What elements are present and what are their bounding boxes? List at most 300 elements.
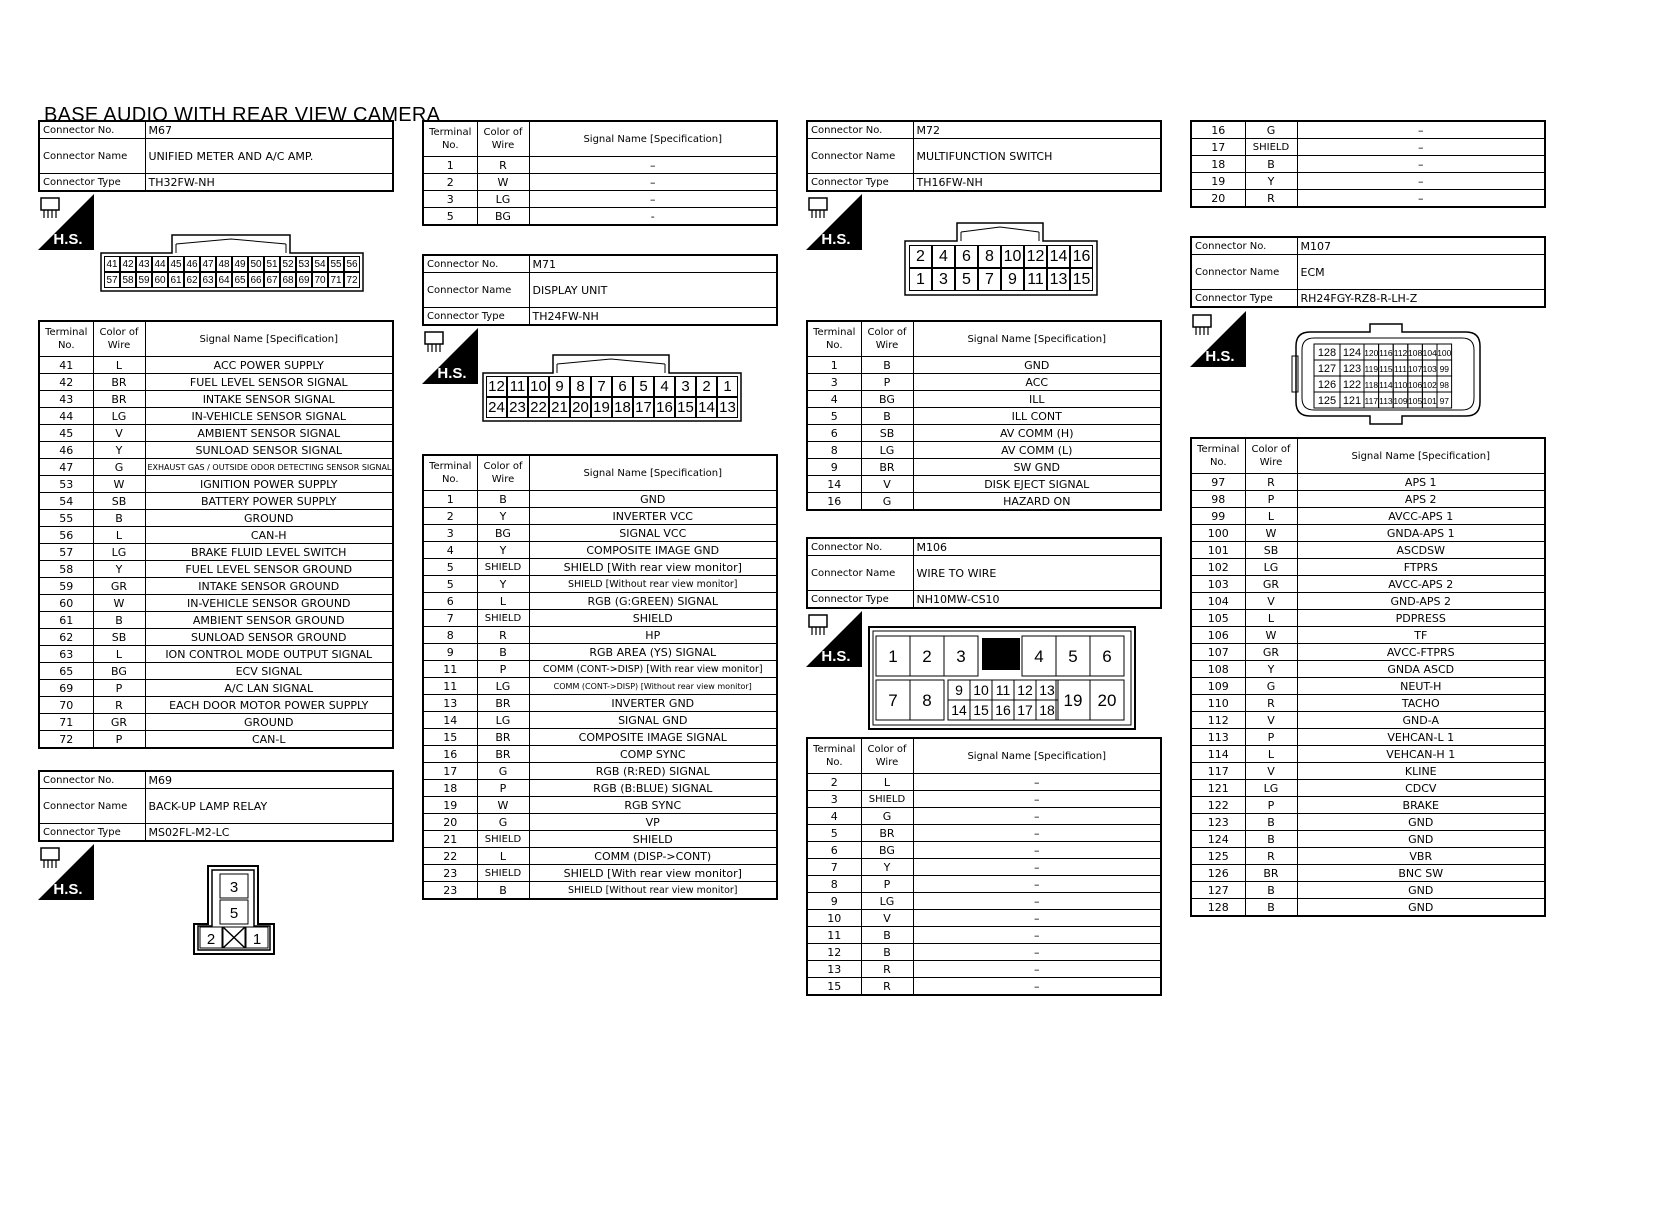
connector-name: MULTIFUNCTION SWITCH xyxy=(913,139,1161,174)
terminal-no: 99 xyxy=(1191,508,1245,525)
wire-color: R xyxy=(861,961,913,978)
terminal-no-header: Terminal No. xyxy=(39,321,93,357)
table-row xyxy=(39,629,393,646)
signal-name: – xyxy=(913,944,1161,961)
pin: 51 xyxy=(264,256,280,272)
pin: 128 xyxy=(1317,347,1337,359)
wire-color: Y xyxy=(477,576,529,593)
terminal-no: 101 xyxy=(1191,542,1245,559)
table-row xyxy=(1191,627,1545,644)
signal-name: – xyxy=(529,174,777,191)
pin: 127 xyxy=(1317,363,1337,375)
pin: 112 xyxy=(1393,348,1408,358)
terminal-no: 11 xyxy=(807,927,861,944)
connector-name-label: Connector Name xyxy=(807,139,913,174)
table-row xyxy=(1191,121,1545,139)
wire-color: Y xyxy=(861,859,913,876)
pin: 45 xyxy=(168,256,184,272)
wire-color: R xyxy=(477,157,529,174)
wire-color: SHIELD xyxy=(477,865,529,882)
connector-type: TH24FW-NH xyxy=(529,308,777,326)
terminal-no: 98 xyxy=(1191,491,1245,508)
pin: 65 xyxy=(232,272,248,288)
connector-no: M106 xyxy=(913,538,1161,556)
pin: 117 xyxy=(1364,396,1379,406)
pin: 11 xyxy=(1024,268,1047,291)
terminal-no: 107 xyxy=(1191,644,1245,661)
wire-color: W xyxy=(1245,627,1297,644)
terminal-no: 53 xyxy=(39,476,93,493)
table-row xyxy=(807,476,1161,493)
table-row xyxy=(1191,746,1545,763)
terminal-no: 117 xyxy=(1191,763,1245,780)
pin: 5 xyxy=(633,376,654,397)
signal-header: Signal Name [Specification] xyxy=(913,738,1161,774)
terminal-no: 8 xyxy=(807,442,861,459)
pin: 121 xyxy=(1342,395,1362,407)
connector-info-m69 xyxy=(38,770,394,842)
wire-color: GR xyxy=(1245,576,1297,593)
pin: 60 xyxy=(152,272,168,288)
pin: 16 xyxy=(995,702,1011,719)
pin: 68 xyxy=(280,272,296,288)
table-row xyxy=(423,576,777,593)
wire-color: P xyxy=(861,876,913,893)
connector-name: DISPLAY UNIT xyxy=(529,273,777,308)
terminal-no: 102 xyxy=(1191,559,1245,576)
terminal-no: 8 xyxy=(807,876,861,893)
pin: 2 xyxy=(922,647,932,667)
signal-name: AVCC-APS 1 xyxy=(1297,508,1545,525)
table-row xyxy=(423,610,777,627)
color-header: Color of Wire xyxy=(477,455,529,491)
wire-color: BR xyxy=(861,459,913,476)
pin: 8 xyxy=(570,376,591,397)
pin: 114 xyxy=(1379,380,1393,390)
pin: 100 xyxy=(1437,348,1452,358)
connector-no-label: Connector No. xyxy=(39,771,145,789)
wire-color: R xyxy=(1245,695,1297,712)
svg-text:H.S.: H.S. xyxy=(821,231,851,248)
terminal-no: 6 xyxy=(807,425,861,442)
connector-m106-face xyxy=(868,626,1136,730)
table-row xyxy=(423,695,777,712)
signal-name: SHIELD xyxy=(529,831,777,848)
pin: 3 xyxy=(229,879,239,896)
pin: 12 xyxy=(1017,682,1033,699)
signal-header: Signal Name [Specification] xyxy=(1297,438,1545,474)
wire-color: SHIELD xyxy=(477,559,529,576)
wire-color: P xyxy=(477,661,529,678)
pin: 55 xyxy=(328,256,344,272)
wire-color: V xyxy=(861,910,913,927)
signal-name: – xyxy=(529,157,777,174)
wire-color: V xyxy=(1245,593,1297,610)
table-row xyxy=(807,493,1161,511)
wire-color: BG xyxy=(93,663,145,680)
terminal-no: 22 xyxy=(423,848,477,865)
pin: 18 xyxy=(612,397,633,418)
terminal-no: 69 xyxy=(39,680,93,697)
table-row xyxy=(1191,695,1545,712)
signal-header: Signal Name [Specification] xyxy=(529,121,777,157)
pin: 8 xyxy=(978,245,1001,268)
terminal-no: 47 xyxy=(39,459,93,476)
terminal-no: 7 xyxy=(807,859,861,876)
signal-name: ACC POWER SUPPLY xyxy=(145,357,393,374)
terminal-no: 54 xyxy=(39,493,93,510)
signal-name: AMBIENT SENSOR SIGNAL xyxy=(145,425,393,442)
wire-color: B xyxy=(861,408,913,425)
pin: 120 xyxy=(1364,348,1379,358)
wire-color: LG xyxy=(861,442,913,459)
signal-name: HAZARD ON xyxy=(913,493,1161,511)
table-row xyxy=(1191,525,1545,542)
wire-color: V xyxy=(1245,763,1297,780)
wire-color: L xyxy=(861,774,913,791)
terminal-no: 122 xyxy=(1191,797,1245,814)
wire-color: W xyxy=(477,174,529,191)
signal-name: INTAKE SENSOR SIGNAL xyxy=(145,391,393,408)
table-row xyxy=(423,508,777,525)
terminal-no: 2 xyxy=(423,508,477,525)
table-row xyxy=(807,876,1161,893)
signal-name: TF xyxy=(1297,627,1545,644)
terminal-no: 42 xyxy=(39,374,93,391)
connector-no: M107 xyxy=(1297,237,1545,255)
connector-no: M72 xyxy=(913,121,1161,139)
color-header: Color of Wire xyxy=(861,321,913,357)
table-row xyxy=(1191,865,1545,882)
wire-color: G xyxy=(477,763,529,780)
terminal-no: 45 xyxy=(39,425,93,442)
connector-m107-face xyxy=(1290,322,1484,426)
signal-name: GND-APS 2 xyxy=(1297,593,1545,610)
pin: 123 xyxy=(1342,363,1362,375)
wire-color: B xyxy=(93,612,145,629)
signal-name: – xyxy=(913,774,1161,791)
signal-name: – xyxy=(913,927,1161,944)
pin: 61 xyxy=(168,272,184,288)
signal-name: BATTERY POWER SUPPLY xyxy=(145,493,393,510)
pin: 14 xyxy=(1047,245,1070,268)
connector-no: M67 xyxy=(145,121,393,139)
terminal-no: 60 xyxy=(39,595,93,612)
signal-name: – xyxy=(913,859,1161,876)
wire-color: BR xyxy=(93,374,145,391)
pin: 7 xyxy=(591,376,612,397)
wire-color: L xyxy=(93,646,145,663)
pin: 66 xyxy=(248,272,264,288)
pin: 110 xyxy=(1393,380,1408,390)
terminal-no: 5 xyxy=(423,559,477,576)
pin: 103 xyxy=(1422,364,1437,374)
terminal-no: 6 xyxy=(807,842,861,859)
terminal-no: 65 xyxy=(39,663,93,680)
pin: 50 xyxy=(248,256,264,272)
table-row xyxy=(807,961,1161,978)
signal-name: ASCDSW xyxy=(1297,542,1545,559)
pin: 122 xyxy=(1342,379,1362,391)
table-row xyxy=(39,544,393,561)
harness-side-icon xyxy=(38,844,94,900)
pin: 10 xyxy=(973,682,989,699)
wire-color: G xyxy=(861,493,913,511)
wire-color: B xyxy=(1245,814,1297,831)
pin: 16 xyxy=(654,397,675,418)
terminal-no: 14 xyxy=(807,476,861,493)
wire-color: W xyxy=(1245,525,1297,542)
connector-name: BACK-UP LAMP RELAY xyxy=(145,789,393,824)
terminal-no: 63 xyxy=(39,646,93,663)
color-header: Color of Wire xyxy=(477,121,529,157)
connector-no-label: Connector No. xyxy=(423,255,529,273)
terminal-no: 126 xyxy=(1191,865,1245,882)
svg-text:H.S.: H.S. xyxy=(437,365,467,382)
signal-name: COMM (DISP->CONT) xyxy=(529,848,777,865)
signal-name: GND xyxy=(529,491,777,508)
pin: 9 xyxy=(549,376,570,397)
terminal-no: 1 xyxy=(423,491,477,508)
table-row xyxy=(807,425,1161,442)
terminal-no: 108 xyxy=(1191,661,1245,678)
table-row xyxy=(423,831,777,848)
page-title: BASE AUDIO WITH REAR VIEW CAMERA xyxy=(44,104,441,126)
wire-color: B xyxy=(1245,882,1297,899)
connector-type-label: Connector Type xyxy=(423,308,529,326)
pin: 23 xyxy=(507,397,528,418)
table-row xyxy=(1191,899,1545,917)
signal-name: FUEL LEVEL SENSOR GROUND xyxy=(145,561,393,578)
pin: 17 xyxy=(1017,702,1033,719)
wire-color: SB xyxy=(1245,542,1297,559)
table-row xyxy=(807,357,1161,374)
table-row xyxy=(423,157,777,174)
pin: 7 xyxy=(978,268,1001,291)
pin: 13 xyxy=(1039,682,1055,699)
terminal-no: 20 xyxy=(423,814,477,831)
table-row xyxy=(39,595,393,612)
pin: 70 xyxy=(312,272,328,288)
terminal-no: 5 xyxy=(807,825,861,842)
harness-side-icon xyxy=(806,194,862,250)
connector-type: NH10MW-CS10 xyxy=(913,591,1161,609)
pin: 15 xyxy=(1070,268,1093,291)
terminal-no-header: Terminal No. xyxy=(807,321,861,357)
wire-color: LG xyxy=(93,408,145,425)
signal-name: INVERTER VCC xyxy=(529,508,777,525)
terminal-no: 19 xyxy=(423,797,477,814)
connector-type-label: Connector Type xyxy=(1191,290,1297,308)
terminal-no: 3 xyxy=(423,525,477,542)
pin: 15 xyxy=(973,702,989,719)
signal-name: A/C LAN SIGNAL xyxy=(145,680,393,697)
terminal-no: 56 xyxy=(39,527,93,544)
terminal-no: 105 xyxy=(1191,610,1245,627)
wire-color: GR xyxy=(1245,644,1297,661)
signal-name: SIGNAL VCC xyxy=(529,525,777,542)
pin: 47 xyxy=(200,256,216,272)
wire-color: LG xyxy=(93,544,145,561)
wire-color: G xyxy=(1245,121,1297,139)
wire-color: G xyxy=(1245,678,1297,695)
pin: 71 xyxy=(328,272,344,288)
table-row xyxy=(39,408,393,425)
wire-color: V xyxy=(93,425,145,442)
connector-no-label: Connector No. xyxy=(807,121,913,139)
signal-header: Signal Name [Specification] xyxy=(529,455,777,491)
signal-name: SHIELD [Without rear view monitor] xyxy=(529,576,777,593)
signal-name: SUNLOAD SENSOR SIGNAL xyxy=(145,442,393,459)
terminal-no: 100 xyxy=(1191,525,1245,542)
terminal-no: 59 xyxy=(39,578,93,595)
table-row xyxy=(1191,780,1545,797)
color-header: Color of Wire xyxy=(93,321,145,357)
signal-name: COMM (CONT->DISP) [Without rear view monitor] xyxy=(529,678,777,695)
svg-text:H.S.: H.S. xyxy=(1205,348,1235,365)
table-row xyxy=(1191,491,1545,508)
wire-color: P xyxy=(861,374,913,391)
pin: 44 xyxy=(152,256,168,272)
wire-color: V xyxy=(861,476,913,493)
connector-info-m107 xyxy=(1190,236,1546,308)
signal-name: – xyxy=(913,910,1161,927)
wire-color: Y xyxy=(1245,173,1297,190)
wire-color: L xyxy=(1245,508,1297,525)
pin: 2 xyxy=(696,376,717,397)
signal-name: VEHCAN-H 1 xyxy=(1297,746,1545,763)
table-row xyxy=(807,859,1161,876)
wire-color: G xyxy=(93,459,145,476)
connector-type-label: Connector Type xyxy=(807,174,913,192)
signal-name: CAN-H xyxy=(145,527,393,544)
pin: 14 xyxy=(696,397,717,418)
terminal-no: 16 xyxy=(807,493,861,511)
terminal-no: 113 xyxy=(1191,729,1245,746)
table-row xyxy=(39,374,393,391)
pin: 43 xyxy=(136,256,152,272)
table-row xyxy=(1191,882,1545,899)
wire-color: Y xyxy=(93,442,145,459)
terminal-no: 10 xyxy=(807,910,861,927)
harness-side-icon xyxy=(38,194,94,250)
signal-name: RGB (B:BLUE) SIGNAL xyxy=(529,780,777,797)
pin: 102 xyxy=(1422,380,1437,390)
terminal-no: 3 xyxy=(807,374,861,391)
terminal-no: 13 xyxy=(423,695,477,712)
pin: 118 xyxy=(1364,380,1379,390)
pin: 48 xyxy=(216,256,232,272)
pin: 20 xyxy=(1097,691,1117,711)
terminal-no: 110 xyxy=(1191,695,1245,712)
connector-no: M71 xyxy=(529,255,777,273)
pin: 97 xyxy=(1439,396,1450,406)
table-row xyxy=(423,542,777,559)
wire-color: SHIELD xyxy=(861,791,913,808)
signal-name: BRAKE xyxy=(1297,797,1545,814)
wire-color: B xyxy=(861,944,913,961)
table-row xyxy=(807,842,1161,859)
terminal-no: 46 xyxy=(39,442,93,459)
terminal-no: 15 xyxy=(423,729,477,746)
connector-name: WIRE TO WIRE xyxy=(913,556,1161,591)
table-row xyxy=(807,442,1161,459)
signal-name: APS 2 xyxy=(1297,491,1545,508)
signal-name: ILL xyxy=(913,391,1161,408)
connector-name-label: Connector Name xyxy=(39,139,145,174)
signal-name: VP xyxy=(529,814,777,831)
terminal-no-header: Terminal No. xyxy=(423,455,477,491)
wire-color: L xyxy=(93,357,145,374)
pin: 24 xyxy=(486,397,507,418)
wire-color: W xyxy=(93,595,145,612)
signal-name: COMPOSITE IMAGE GND xyxy=(529,542,777,559)
wire-color: B xyxy=(861,927,913,944)
signal-name: GNDA-APS 1 xyxy=(1297,525,1545,542)
table-row xyxy=(423,525,777,542)
signal-name: EXHAUST GAS / OUTSIDE ODOR DETECTING SENSOR SIGNAL xyxy=(145,459,393,476)
wire-color: P xyxy=(93,731,145,749)
pin: 115 xyxy=(1379,364,1393,374)
wire-color: B xyxy=(477,882,529,900)
wire-color: SB xyxy=(93,493,145,510)
pin: 119 xyxy=(1364,364,1379,374)
table-row xyxy=(423,882,777,900)
table-row xyxy=(807,791,1161,808)
table-row xyxy=(807,808,1161,825)
pin: 3 xyxy=(932,268,955,291)
pin: 108 xyxy=(1408,348,1423,358)
table-row xyxy=(423,729,777,746)
wire-color: GR xyxy=(93,714,145,731)
connector-info-m106 xyxy=(806,537,1162,609)
table-row xyxy=(423,848,777,865)
wire-color: R xyxy=(1245,474,1297,491)
signal-name: RGB SYNC xyxy=(529,797,777,814)
signal-name: CDCV xyxy=(1297,780,1545,797)
table-row xyxy=(423,678,777,695)
wire-color: BG xyxy=(861,842,913,859)
signal-name: NEUT-H xyxy=(1297,678,1545,695)
pin: 42 xyxy=(120,256,136,272)
table-row xyxy=(423,174,777,191)
terminal-no: 104 xyxy=(1191,593,1245,610)
terminal-table-m71-continued xyxy=(422,120,778,226)
terminal-no: 112 xyxy=(1191,712,1245,729)
terminal-table-m72 xyxy=(806,320,1162,511)
terminal-no: 124 xyxy=(1191,831,1245,848)
pin: 111 xyxy=(1394,364,1407,374)
terminal-no: 16 xyxy=(1191,121,1245,139)
table-row xyxy=(39,578,393,595)
table-row xyxy=(807,825,1161,842)
signal-name: – xyxy=(1297,139,1545,156)
signal-name: APS 1 xyxy=(1297,474,1545,491)
signal-name: RGB (G:GREEN) SIGNAL xyxy=(529,593,777,610)
terminal-no: 4 xyxy=(807,391,861,408)
terminal-no: 16 xyxy=(423,746,477,763)
wire-color: R xyxy=(93,697,145,714)
terminal-no: 9 xyxy=(807,893,861,910)
table-row xyxy=(423,593,777,610)
pin: 13 xyxy=(1047,268,1070,291)
table-row xyxy=(1191,190,1545,208)
wire-color: B xyxy=(1245,156,1297,173)
pin: 17 xyxy=(633,397,654,418)
connector-no-label: Connector No. xyxy=(807,538,913,556)
pin: 9 xyxy=(1001,268,1024,291)
signal-name: – xyxy=(913,876,1161,893)
